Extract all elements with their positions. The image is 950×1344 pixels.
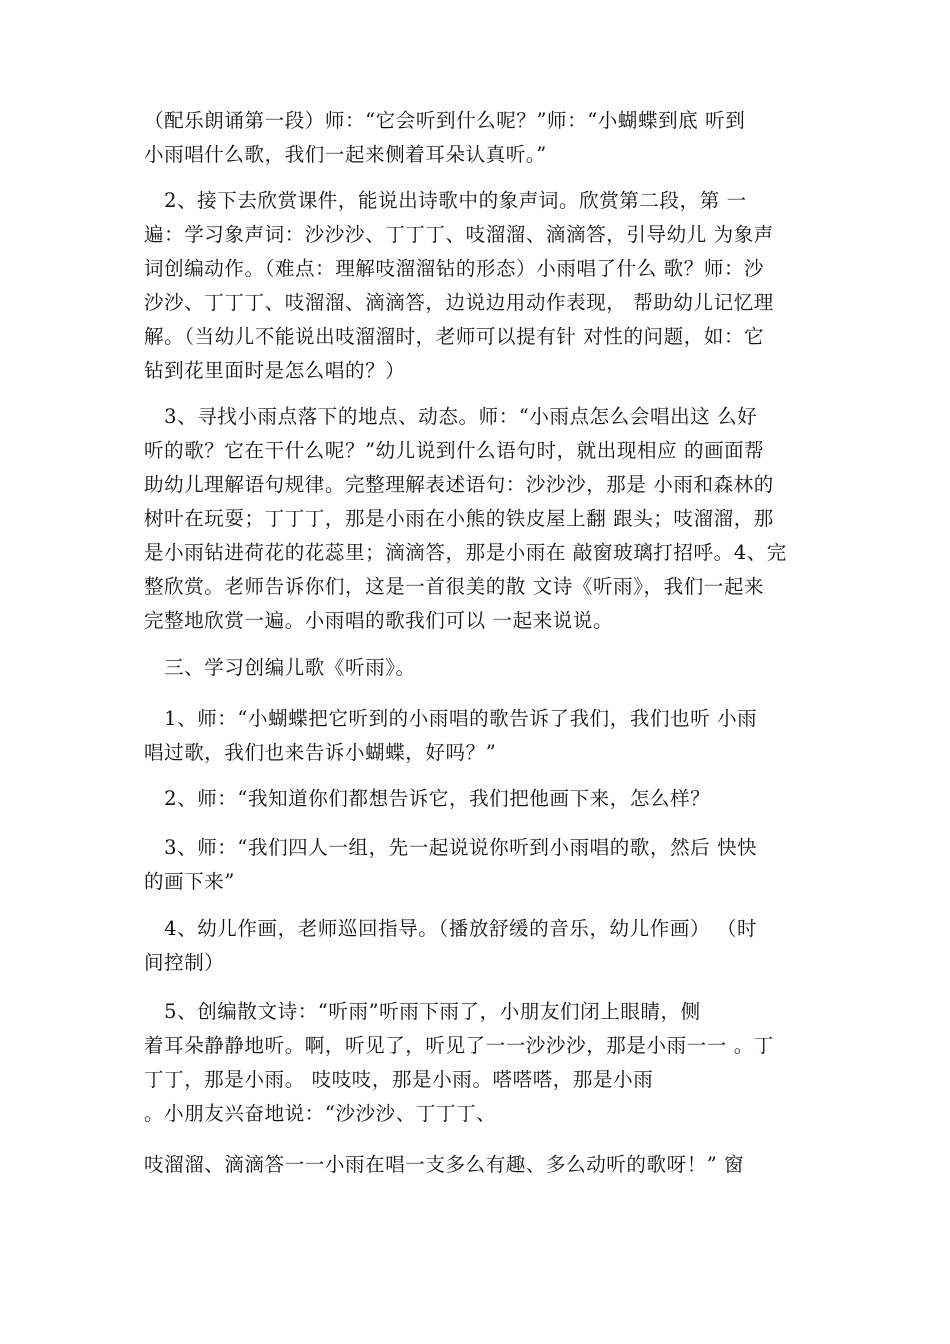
text-line: 1、师：“小蝴蝶把它听到的小雨唱的歌告诉了我们，我们也听 小雨 xyxy=(144,707,758,730)
text-line: 三、学习创编儿歌《听雨》。 xyxy=(144,656,416,679)
paragraph-item-2 xyxy=(144,782,834,816)
text-line: 吱溜溜、滴滴答一一小雨在唱一支多么有趣、多么动听的歌呀！” 窗 xyxy=(144,1153,745,1176)
text-line: 2、接下去欣赏课件，能说出诗歌中的象声词。欣赏第二段，第 一 xyxy=(144,189,747,212)
paragraph-item-3 xyxy=(144,831,834,899)
text-line: （配乐朗诵第一段）师：“它会听到什么呢？”师：“小蝴蝶到底 听到 xyxy=(144,109,746,132)
text-line: 3、师：“我们四人一组，先一起说说你听到小雨唱的歌，然后 快快 xyxy=(144,836,758,859)
paragraph-step-2 xyxy=(144,184,834,388)
text-line: 助幼儿理解语句规律。完整理解表述语句：沙沙沙，那是 小雨和森林的 xyxy=(144,473,774,496)
text-line: 树叶在玩耍；丁丁丁，那是小雨在小熊的铁皮屋上翻 跟头；吱溜溜，那 xyxy=(144,507,774,530)
text-line: 遍：学习象声词：沙沙沙、丁丁丁、吱溜溜、滴滴答，引导幼儿 为象声 xyxy=(144,223,774,246)
text-line: 3、寻找小雨点落下的地点、动态。师：“小雨点怎么会唱出这 么好 xyxy=(144,405,758,428)
paragraph-step-3 xyxy=(144,400,834,638)
text-line: 丁丁，那是小雨。 吱吱吱，那是小雨。嗒嗒嗒，那是小雨 xyxy=(144,1068,654,1091)
text-line: 着耳朵静静地听。啊，听见了，听见了一一沙沙沙，那是小雨一一 。丁 xyxy=(144,1034,774,1057)
text-line: 小雨唱什么歌，我们一起来侧着耳朵认真听。” xyxy=(144,143,547,166)
paragraph-item-1 xyxy=(144,702,834,770)
text-line: 唱过歌，我们也来告诉小蝴蝶，好吗？” xyxy=(144,741,497,764)
text-line: 整欣赏。老师告诉你们，这是一首很美的散 文诗《听雨》，我们一起来 xyxy=(144,575,765,598)
paragraph-continuation xyxy=(144,1148,834,1182)
text-line: 4、幼儿作画，老师巡回指导。（播放舒缓的音乐，幼儿作画） （时 xyxy=(144,917,758,940)
text-line: 词创编动作。（难点：理解吱溜溜钻的形态）小雨唱了什么 歌？师：沙 xyxy=(144,257,765,280)
paragraph-item-4 xyxy=(144,912,834,980)
section-heading-3 xyxy=(144,651,834,685)
text-line: 间控制） xyxy=(144,951,225,974)
paragraph-item-5 xyxy=(144,995,834,1131)
text-line: 2、师：“我知道你们都想告诉它，我们把他画下来，怎么样？ xyxy=(144,787,711,810)
text-line: 5、创编散文诗：“听雨”听雨下雨了，小朋友们闭上眼睛，侧 xyxy=(144,1000,701,1023)
text-line: 解。（当幼儿不能说出吱溜溜时，老师可以提有针 对性的问题，如：它 xyxy=(144,325,765,348)
text-line: 。小朋友兴奋地说：“沙沙沙、丁丁丁、 xyxy=(144,1102,497,1125)
paragraph-intro xyxy=(144,104,834,172)
text-line: 钻到花里面时是怎么唱的？） xyxy=(144,359,406,382)
text-line: 听的歌？它在干什么呢？”幼儿说到什么语句时，就出现相应 的画面帮 xyxy=(144,439,765,462)
text-line: 完整地欣赏一遍。小雨唱的歌我们可以 一起来说说。 xyxy=(144,609,614,632)
text-line: 的画下来” xyxy=(144,870,235,893)
text-line: 沙沙、丁丁丁、吱溜溜、滴滴答，边说边用动作表现， 帮助幼儿记忆理 xyxy=(144,291,774,314)
text-line: 是小雨钻进荷花的花蕊里；滴滴答，那是小雨在 敲窗玻璃打招呼。4、完 xyxy=(144,541,787,564)
